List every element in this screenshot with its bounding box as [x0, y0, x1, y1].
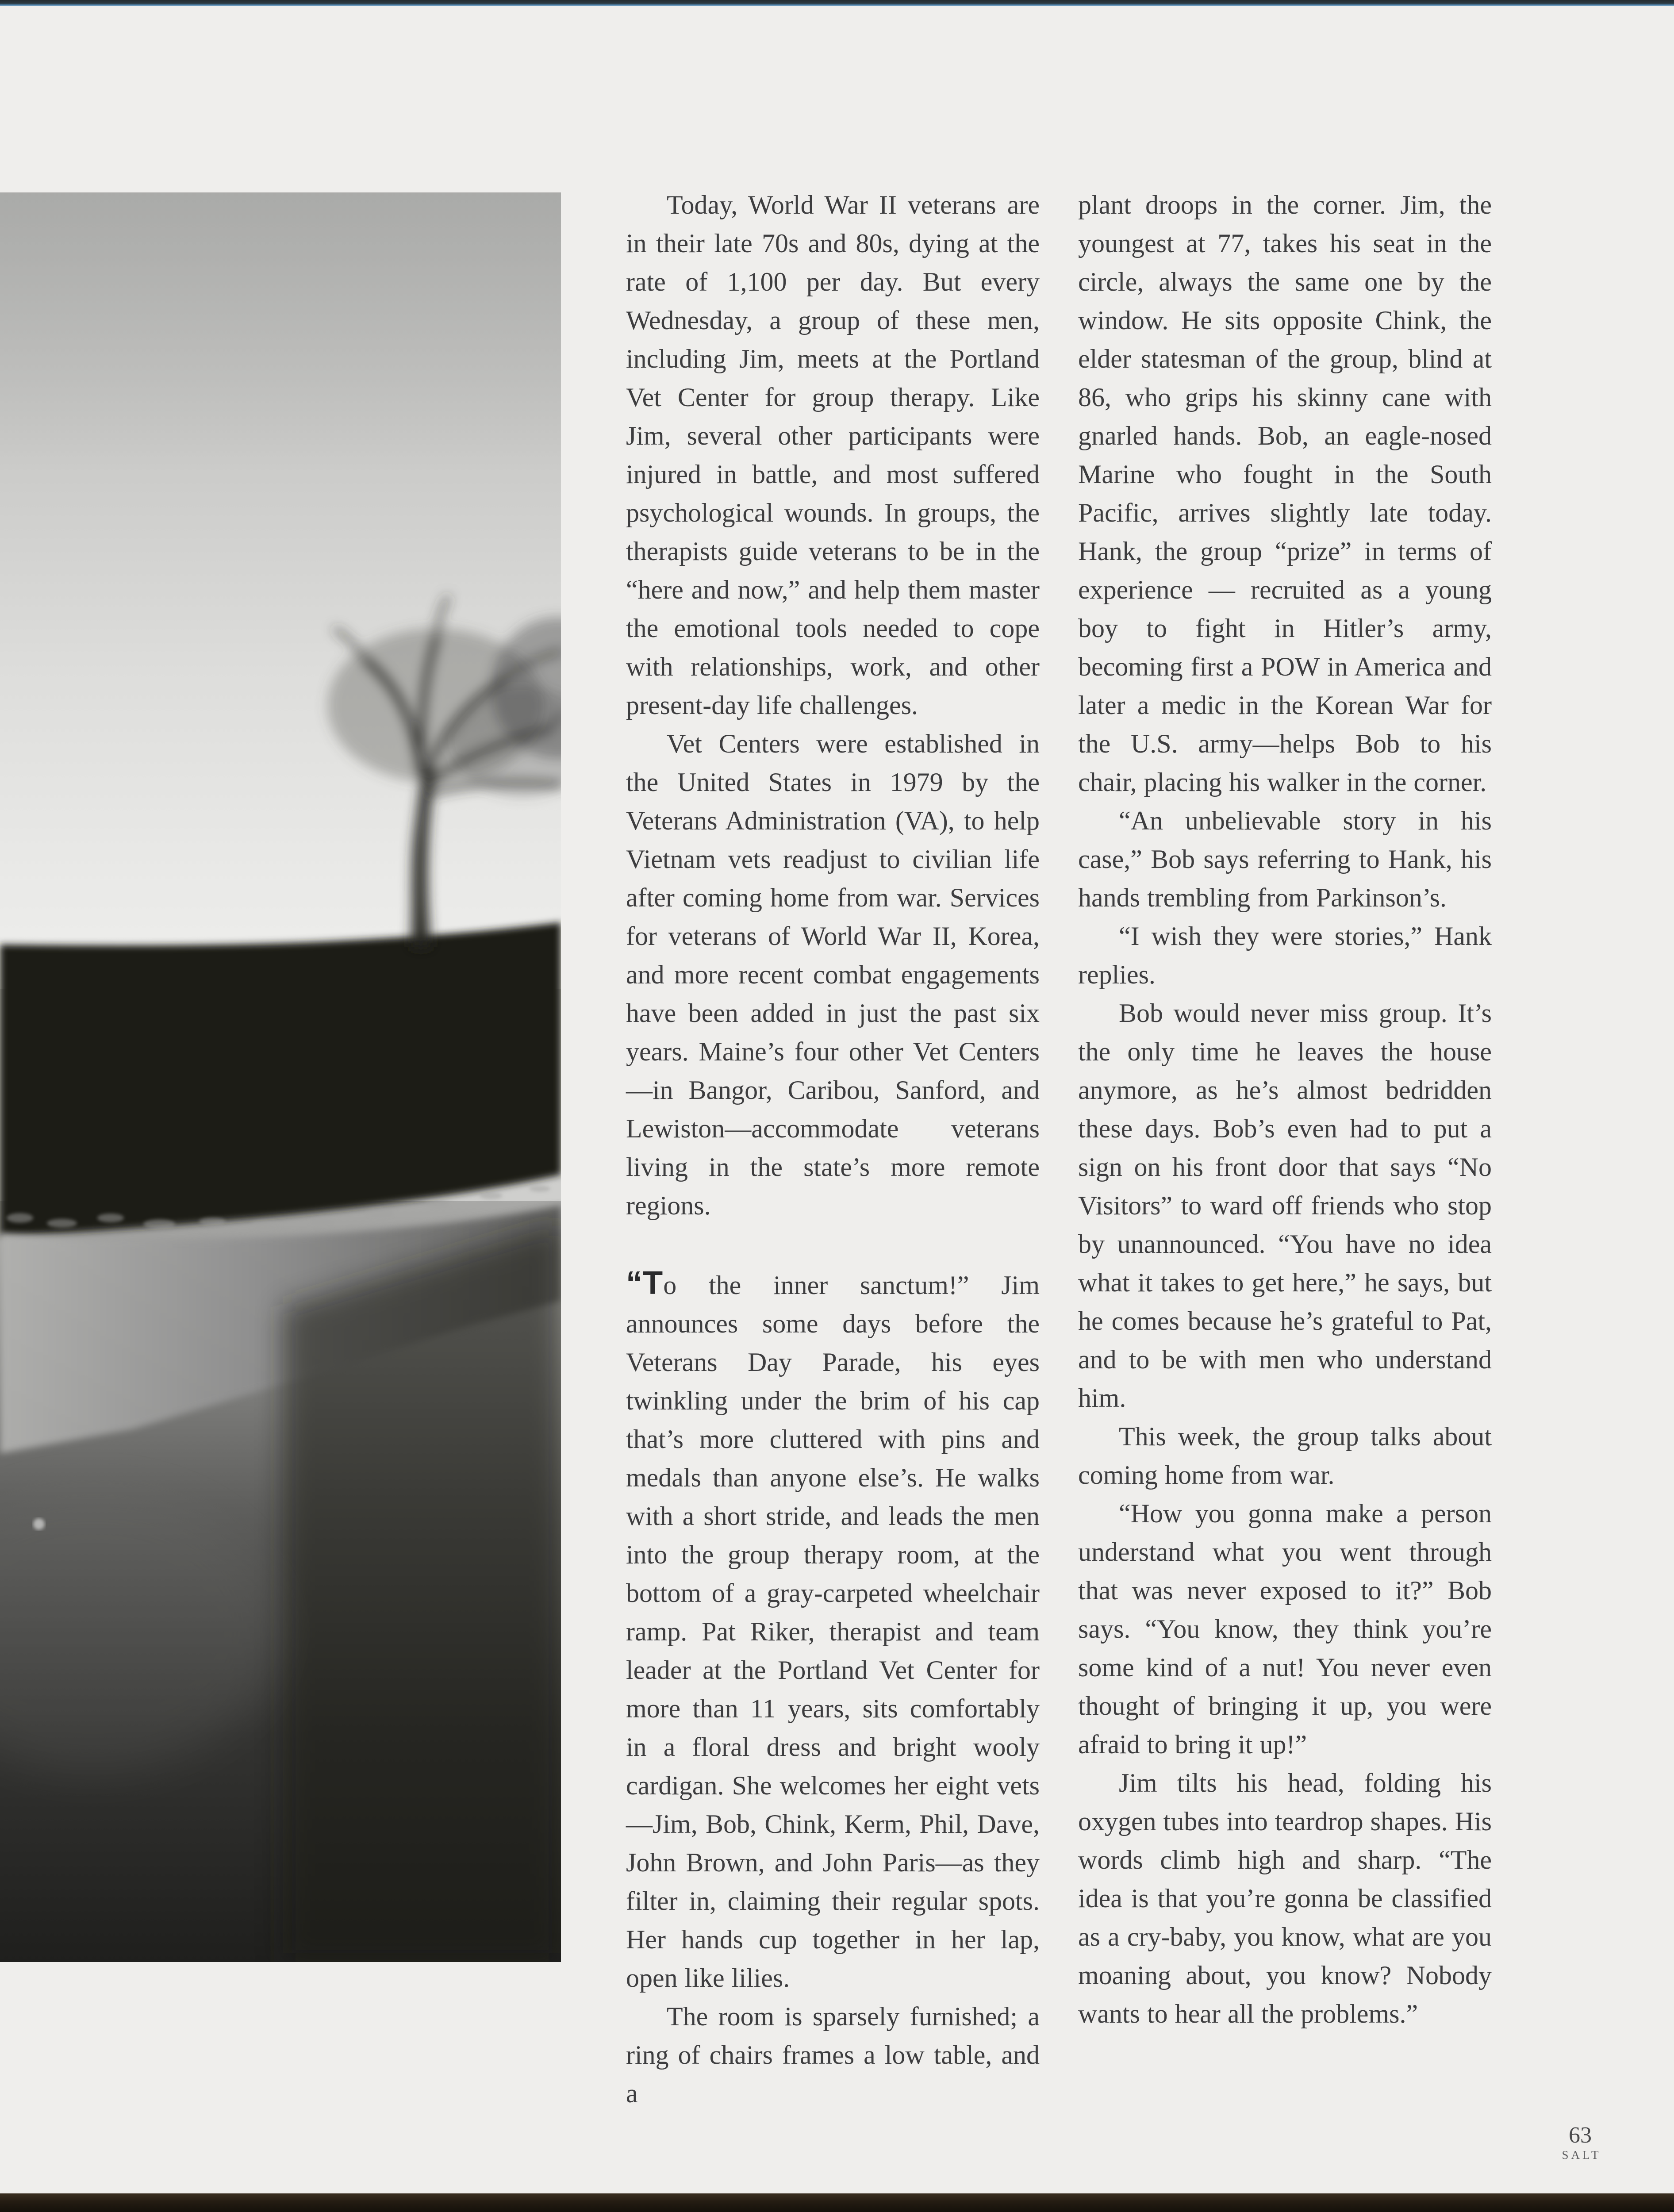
photo-bright-speck — [33, 1518, 45, 1530]
paragraph: “An unbelievable story in his case,” Bob says referring to Hank, his hands trembling from Parkinson’s. — [1078, 806, 1492, 912]
text-column-right — [1078, 186, 1492, 2033]
page-folio — [1536, 2124, 1624, 2162]
paragraph: Vet Centers were established in the United States in 1979 by the Veterans Administration (VA), to help Vietnam vets readjust to civilian life after coming home from war. Services for veterans of World War II, Korea, and more recent combat engagements have been added in just the past six years. Maine’s four other Vet Centers—in Bangor, Caribou, Sanford, and Lewiston—accommodate veterans living in the state’s more remote regions. — [626, 729, 1040, 1220]
photo-sky-top-shade — [0, 192, 561, 467]
bold-opener: “T — [626, 1264, 664, 1301]
paragraph: Bob would never miss group. It’s the only time he leaves the house anymore, as he’s almost bedridden these days. Bob’s even had to put a sign on his front door that says “No Visitors” to ward off friends who stop by unannounced. “You have no idea what it takes to get here,” he says, but he comes because he’s grateful to Pat, and to be with men who understand him. — [1078, 998, 1492, 1413]
paragraph: “How you gonna make a person understand what you went through that was never exposed to it?” Bob says. “You know, they think you’re some kind of a nut! You never even thought of bringing it up, you were afraid to bring it up!” — [1078, 1499, 1492, 1759]
paragraph: Today, World War II veterans are in their late 70s and 80s, dying at the rate of 1,100 per day. But every Wednesday, a group of these men, including Jim, meets at the Portland Vet Center for group therapy. Like Jim, several other participants were injured in battle, and most suffered psychological wounds. In groups, the therapists guide veterans to be in the “here and now,” and help them master the emotional tools needed to cope with relationships, work, and other present-day life challenges. — [626, 190, 1040, 720]
paragraph-with-bold-opener — [626, 1263, 1040, 1997]
photo-hedgerow — [0, 922, 561, 1237]
paragraph: plant droops in the corner. Jim, the youngest at 77, takes his seat in the circle, always the same one by the window. He sits opposite Chink, the elder statesman of the group, blind at 86, who grips his skinny cane with gnarled hands. Bob, an eagle-nosed Marine who fought in the South Pacific, arrives slightly late today. Hank, the group “prize” in terms of experience — recruited as a young boy to fight in Hitler’s army, becoming first a POW in America and later a medic in the Korean War for the U.S. army—helps Bob to his chair, placing his walker in the corner. — [1078, 190, 1492, 797]
paragraph: “I wish they were stories,” Hank replies. — [1078, 922, 1492, 989]
magazine-name: SALT — [1562, 2148, 1601, 2162]
page-bottom-edge-bar — [0, 2193, 1674, 2212]
paragraph: The room is sparsely furnished; a ring of chairs frames a low table, and a — [626, 2002, 1040, 2108]
paragraph-text: o the inner sanctum!” Jim announces some days before the Veterans Day Parade, his eyes twinkling under the brim of his cap that’s more cluttered with pins and medals than anyone else’s. He walks with a short stride, and leads the men into the group therapy room, at the bottom of a gray-carpeted wheelchair ramp. Pat Riker, therapist and team leader at the Portland Vet Center for more than 11 years, sits comfortably in a floral dress and bright wooly cardigan. She welcomes her eight vets—Jim, Bob, Chink, Kerm, Phil, Dave, John Brown, and John Paris—as they filter in, claiming their regular spots. Her hands cup together in her lap, open like lilies. — [626, 1271, 1040, 1993]
photo-dark-right-slope — [283, 1223, 561, 1962]
page-top-edge-bar — [0, 0, 1674, 6]
photo-illustration — [0, 192, 561, 1962]
article-photo — [0, 192, 561, 1962]
paragraph: Jim tilts his head, folding his oxygen tubes into teardrop shapes. His words climb high and sharp. “The idea is that you’re gonna be classified as a cry-baby, you know, what are you moaning about, you know? Nobody wants to hear all the problems.” — [1078, 1768, 1492, 2028]
page-number: 63 — [1569, 2123, 1592, 2148]
paragraph: This week, the group talks about coming home from war. — [1078, 1422, 1492, 1490]
text-column-left — [626, 186, 1040, 2113]
